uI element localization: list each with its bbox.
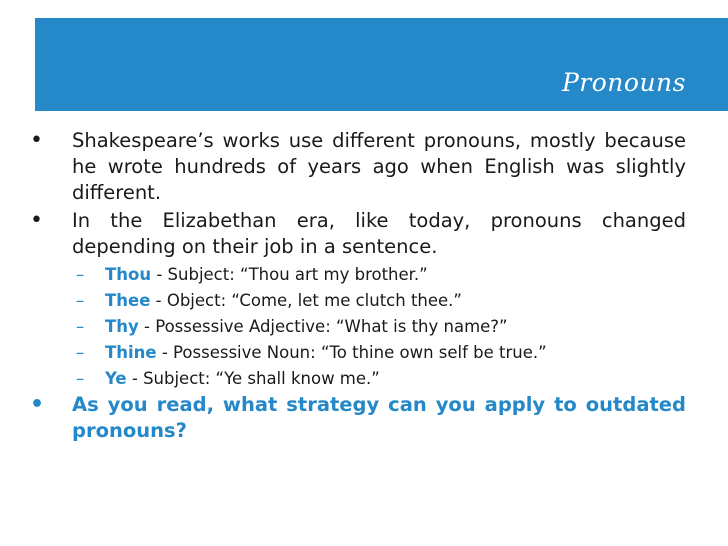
- dash-marker: –: [76, 369, 85, 388]
- question-bullet: [28, 392, 686, 444]
- pronoun-description: - Subject: “Thou art my brother.”: [151, 265, 428, 284]
- bullet-item: [28, 208, 686, 260]
- dash-marker: –: [76, 343, 85, 362]
- pronoun-term: Ye: [105, 369, 127, 388]
- sub-bullet-item: [28, 366, 686, 392]
- bullet-marker: •: [30, 392, 45, 417]
- pronoun-term: Thou: [105, 265, 152, 284]
- bullet-item: [28, 128, 686, 206]
- bullet-text: Shakespeare’s works use different pronouns, mostly because he wrote hundreds of years ago when English was slightly different.: [72, 129, 686, 204]
- pronoun-description: - Possessive Noun: “To thine own self be true.”: [156, 343, 547, 362]
- title-banner: [35, 18, 728, 111]
- question-text: As you read, what strategy can you apply to outdated pronouns?: [72, 393, 686, 442]
- pronoun-term: Thee: [105, 291, 151, 310]
- dash-marker: –: [76, 265, 85, 284]
- pronoun-term: Thy: [105, 317, 139, 336]
- slide-title: Pronouns: [561, 68, 686, 97]
- bullet-text: In the Elizabethan era, like today, pronouns changed depending on their job in a sentence.: [72, 209, 686, 258]
- bullet-marker: •: [30, 208, 43, 233]
- slide-content: [28, 128, 686, 446]
- sub-bullet-item: [28, 314, 686, 340]
- pronoun-description: - Possessive Adjective: “What is thy name?”: [138, 317, 508, 336]
- pronoun-description: - Object: “Come, let me clutch thee.”: [150, 291, 462, 310]
- pronoun-term: Thine: [105, 343, 157, 362]
- sub-bullet-item: [28, 340, 686, 366]
- pronoun-description: - Subject: “Ye shall know me.”: [126, 369, 380, 388]
- sub-bullet-item: [28, 262, 686, 288]
- bullet-marker: •: [30, 128, 43, 153]
- dash-marker: –: [76, 291, 85, 310]
- dash-marker: –: [76, 317, 85, 336]
- sub-bullet-item: [28, 288, 686, 314]
